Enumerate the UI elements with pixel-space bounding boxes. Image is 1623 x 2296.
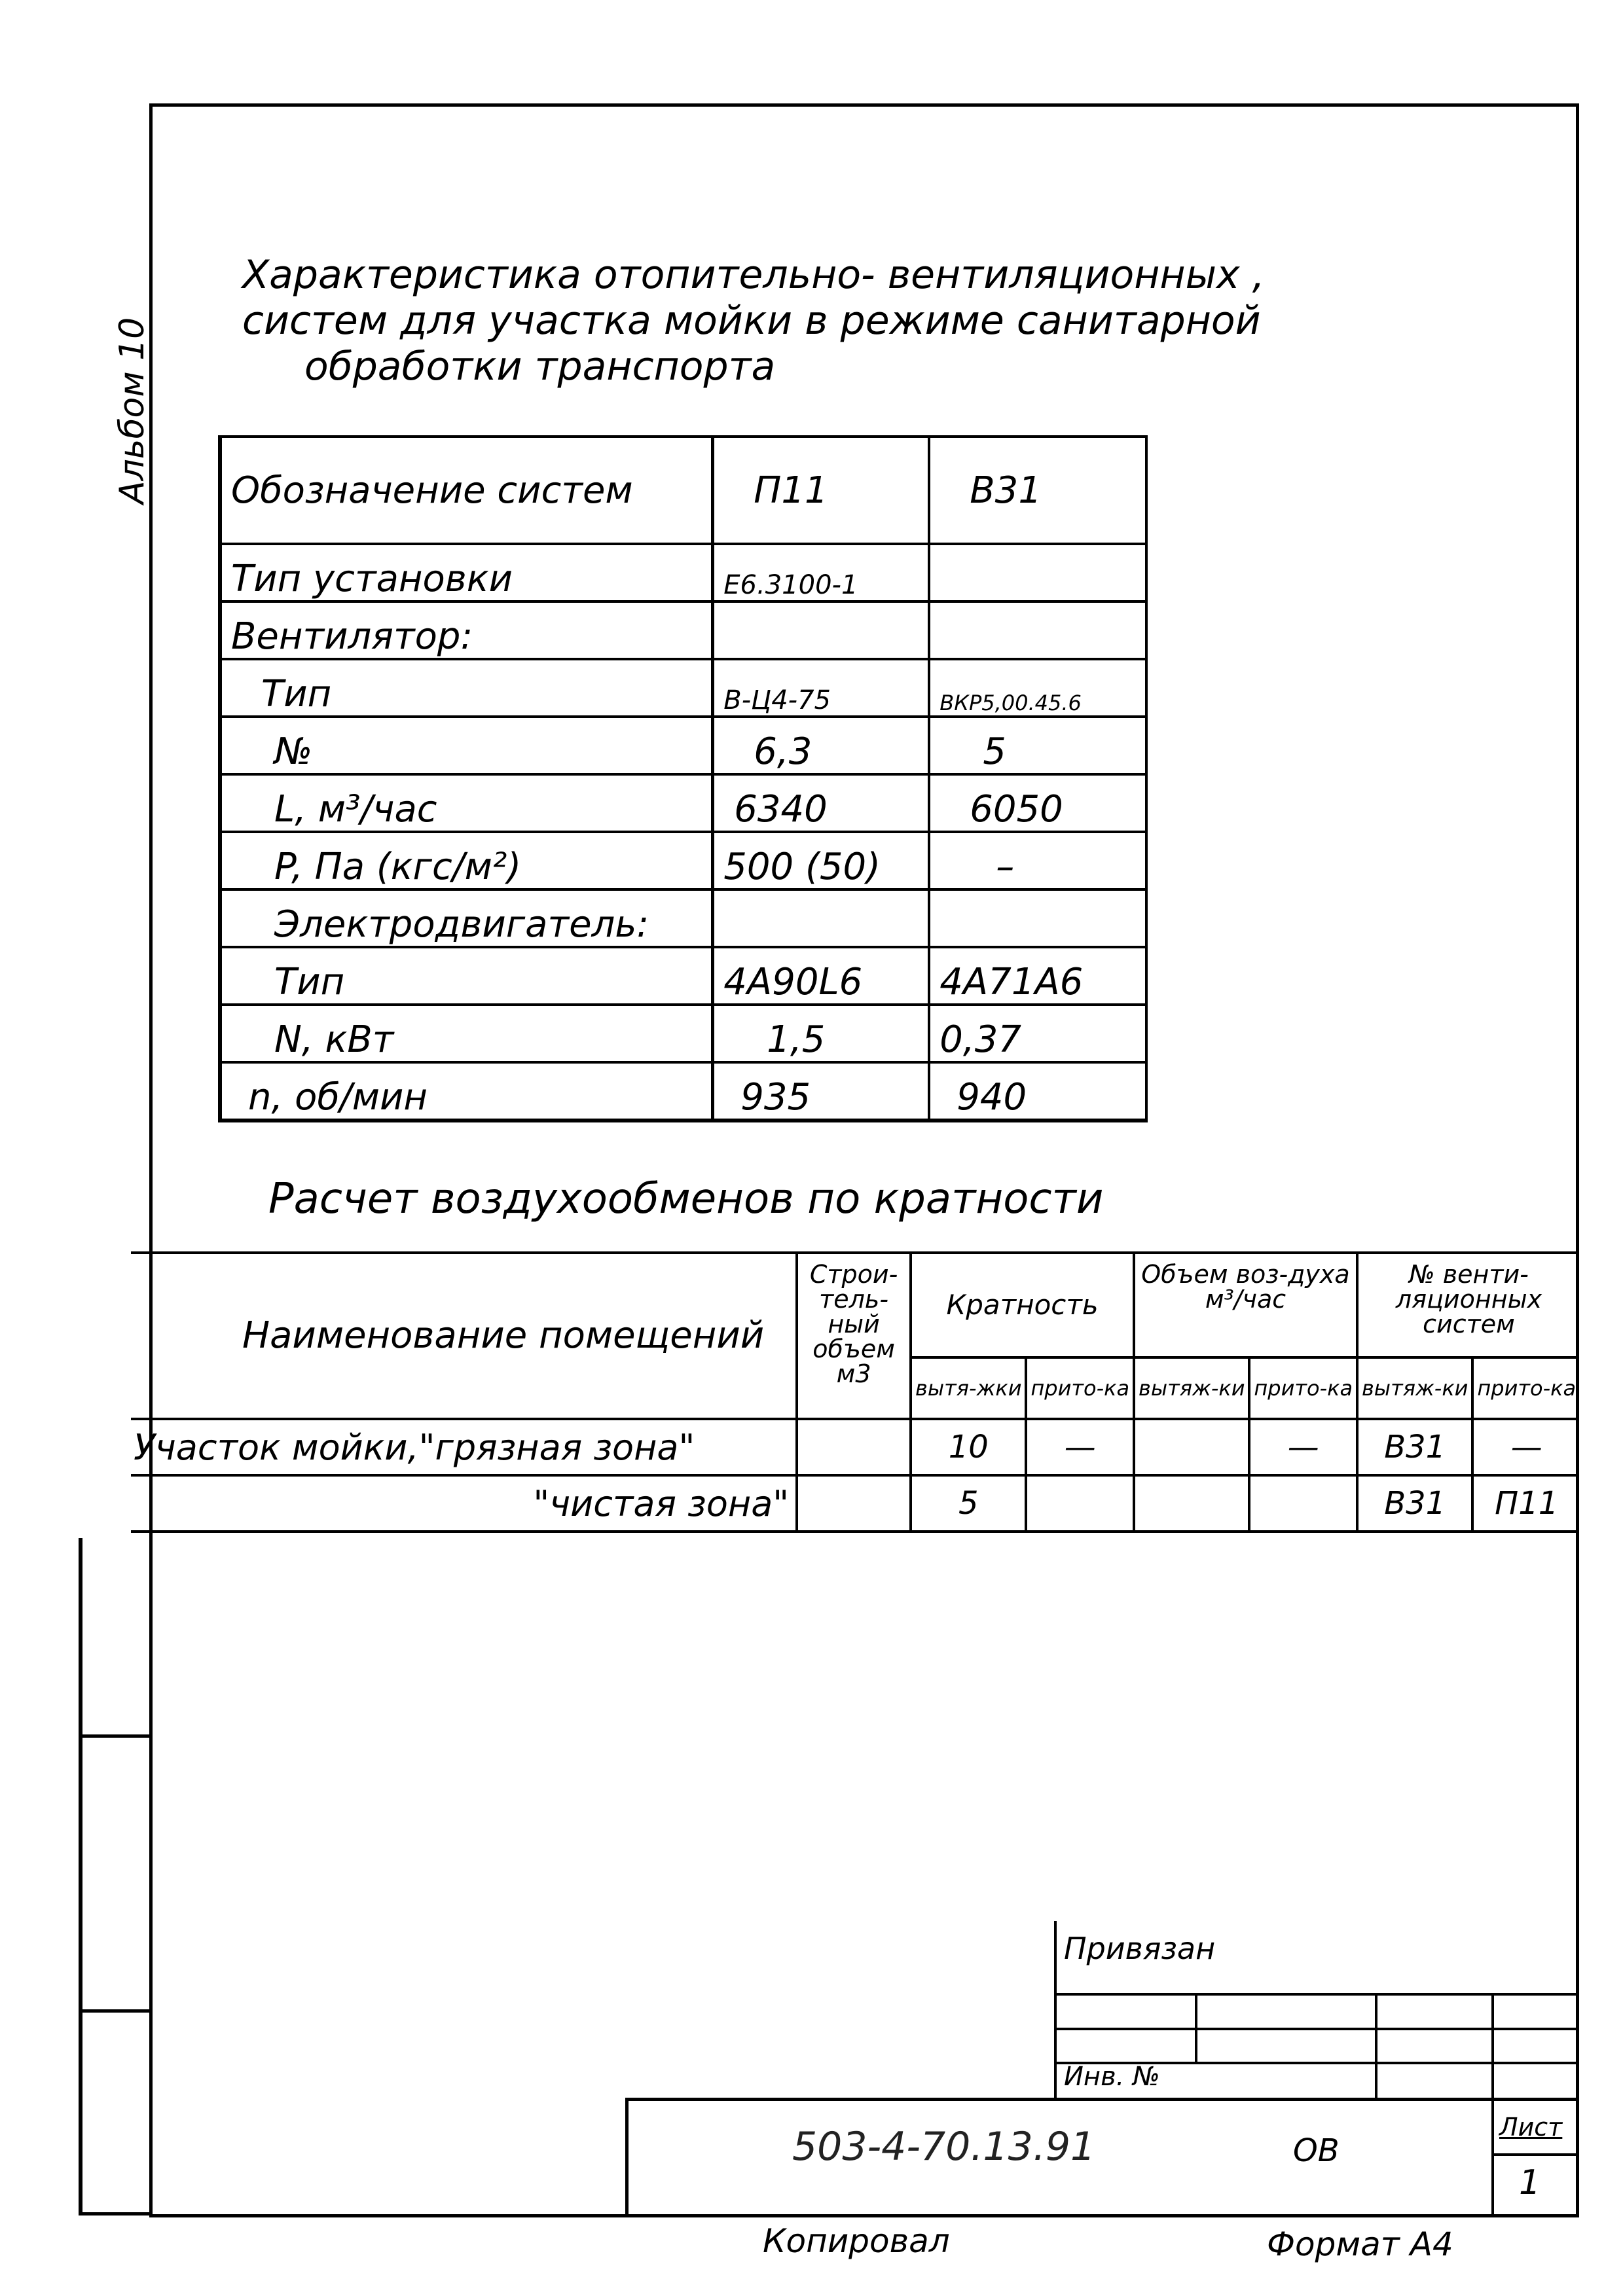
- table-cell: 6050: [929, 774, 1146, 832]
- column-header-volume: Строи-тель-ный объем м3: [797, 1253, 911, 1419]
- sheet-number: 1: [1519, 2163, 1541, 2202]
- table-cell: ВКР5,00.45.6: [929, 659, 1146, 717]
- subheader-sys-supply: прито-ка: [1472, 1357, 1579, 1419]
- table-cell: [713, 889, 929, 947]
- systems-table: [218, 435, 1148, 1122]
- table-cell: 5: [929, 717, 1146, 774]
- table-row: [220, 889, 1146, 947]
- table-cell: [929, 889, 1146, 947]
- table-cell: 6,3: [713, 717, 929, 774]
- document-title: [242, 252, 1552, 389]
- document-mark: ОВ: [1293, 2132, 1340, 2169]
- table-row: [220, 437, 1146, 544]
- table-cell: [797, 1419, 911, 1475]
- table-row: [131, 1475, 1579, 1532]
- table-cell: 6340: [713, 774, 929, 832]
- table-cell: Обозначение систем: [220, 437, 713, 544]
- table-cell: 935: [713, 1062, 929, 1121]
- table-cell: [1134, 1419, 1249, 1475]
- title-block-top-line: [625, 2098, 1579, 2101]
- column-header-systems: № венти-ляционных систем: [1357, 1253, 1579, 1357]
- table-cell: 1,5: [713, 1005, 929, 1062]
- column-header-rate: Кратность: [911, 1253, 1134, 1357]
- table-cell: 5: [911, 1475, 1026, 1532]
- column-header-name: Наименование помещений: [131, 1253, 797, 1419]
- subheader-rate-exhaust: вытя-жки: [911, 1357, 1026, 1419]
- table-cell: n, об/мин: [220, 1062, 713, 1121]
- table-header-row: [131, 1253, 1579, 1357]
- table-cell: Электродвигатель:: [220, 889, 713, 947]
- table-row: [220, 1005, 1146, 1062]
- sheet-label: Лист: [1499, 2113, 1563, 2142]
- binding-strip-divider-2: [79, 2009, 149, 2013]
- subheader-air-supply: прито-ка: [1249, 1357, 1357, 1419]
- inventory-number-label: Инв. №: [1064, 2062, 1160, 2092]
- column-header-air: Объем воз-духа м³/час: [1134, 1253, 1357, 1357]
- table-row: [220, 544, 1146, 601]
- table-cell: П11: [713, 437, 929, 544]
- table-cell: Тип: [220, 947, 713, 1005]
- stamp-hline-2: [1054, 2028, 1579, 2030]
- table-cell: 500 (50): [713, 832, 929, 889]
- table-cell: Е6.3100-1: [713, 544, 929, 601]
- table-cell: [1249, 1475, 1357, 1532]
- table-cell: В-Ц4-75: [713, 659, 929, 717]
- attached-label: Привязан: [1064, 1931, 1216, 1966]
- table-cell: —: [1026, 1419, 1134, 1475]
- table-cell: L, м³/час: [220, 774, 713, 832]
- table-cell: В31: [1357, 1475, 1472, 1532]
- table-cell: В31: [929, 437, 1146, 544]
- table-cell: [929, 544, 1146, 601]
- table-row: [220, 774, 1146, 832]
- table-cell: P, Па (кгс/м²): [220, 832, 713, 889]
- room-name: Участок мойки,"грязная зона": [131, 1419, 797, 1475]
- title-line-1: Характеристика отопительно- вентиляционных ,: [242, 252, 1265, 298]
- table-cell: П11: [1472, 1475, 1579, 1532]
- table-cell: Тип: [220, 659, 713, 717]
- table-cell: [929, 601, 1146, 659]
- table-cell: –: [929, 832, 1146, 889]
- title-line-2: систем для участка мойки в режиме санитарной: [242, 298, 1261, 344]
- stamp-vline-3: [1491, 1993, 1494, 2098]
- table-cell: Вентилятор:: [220, 601, 713, 659]
- table-cell: [797, 1475, 911, 1532]
- table-cell: [713, 601, 929, 659]
- drawing-frame: [149, 103, 1579, 2217]
- table-row: [220, 717, 1146, 774]
- binding-strip-divider-1: [79, 1734, 149, 1738]
- table-cell: —: [1472, 1419, 1579, 1475]
- album-label: Альбом 10: [113, 317, 152, 504]
- document-code: 503-4-70.13.91: [792, 2124, 1096, 2170]
- table-cell: №: [220, 717, 713, 774]
- binding-strip-bottom: [79, 2212, 149, 2215]
- stamp-vline-1: [1195, 1993, 1197, 2062]
- air-exchange-table: [131, 1251, 1579, 1533]
- title-block-left-line: [625, 2098, 629, 2217]
- subheader-sys-exhaust: вытяж-ки: [1357, 1357, 1472, 1419]
- table-cell: N, кВт: [220, 1005, 713, 1062]
- table-cell: В31: [1357, 1419, 1472, 1475]
- table-cell: 4А90L6: [713, 947, 929, 1005]
- table-row: [220, 601, 1146, 659]
- table-row: [220, 659, 1146, 717]
- table-cell: 10: [911, 1419, 1026, 1475]
- table-row: [131, 1419, 1579, 1475]
- copied-by-label: Копировал: [763, 2222, 950, 2260]
- binding-strip-right: [79, 1538, 82, 2215]
- section-title: Расчет воздухообменов по кратности: [268, 1175, 1104, 1223]
- subheader-rate-supply: прито-ка: [1026, 1357, 1134, 1419]
- table-row: [220, 947, 1146, 1005]
- room-name: "чистая зона": [131, 1475, 797, 1532]
- stamp-vline-2: [1375, 1993, 1377, 2098]
- table-cell: 0,37: [929, 1005, 1146, 1062]
- table-row: [220, 1062, 1146, 1121]
- stamp-top-line: [1054, 1921, 1057, 2098]
- title-block-sheet-divider: [1491, 2098, 1494, 2217]
- table-cell: [1026, 1475, 1134, 1532]
- table-cell: —: [1249, 1419, 1357, 1475]
- format-label: Формат А4: [1267, 2225, 1453, 2263]
- title-block-sheet-hline: [1491, 2153, 1579, 2156]
- table-row: [220, 832, 1146, 889]
- stamp-hline-1: [1054, 1993, 1579, 1996]
- table-cell: Тип установки: [220, 544, 713, 601]
- table-cell: [1134, 1475, 1249, 1532]
- title-line-3: обработки транспорта: [304, 344, 776, 389]
- subheader-air-exhaust: вытяж-ки: [1134, 1357, 1249, 1419]
- table-cell: 940: [929, 1062, 1146, 1121]
- table-cell: 4А71А6: [929, 947, 1146, 1005]
